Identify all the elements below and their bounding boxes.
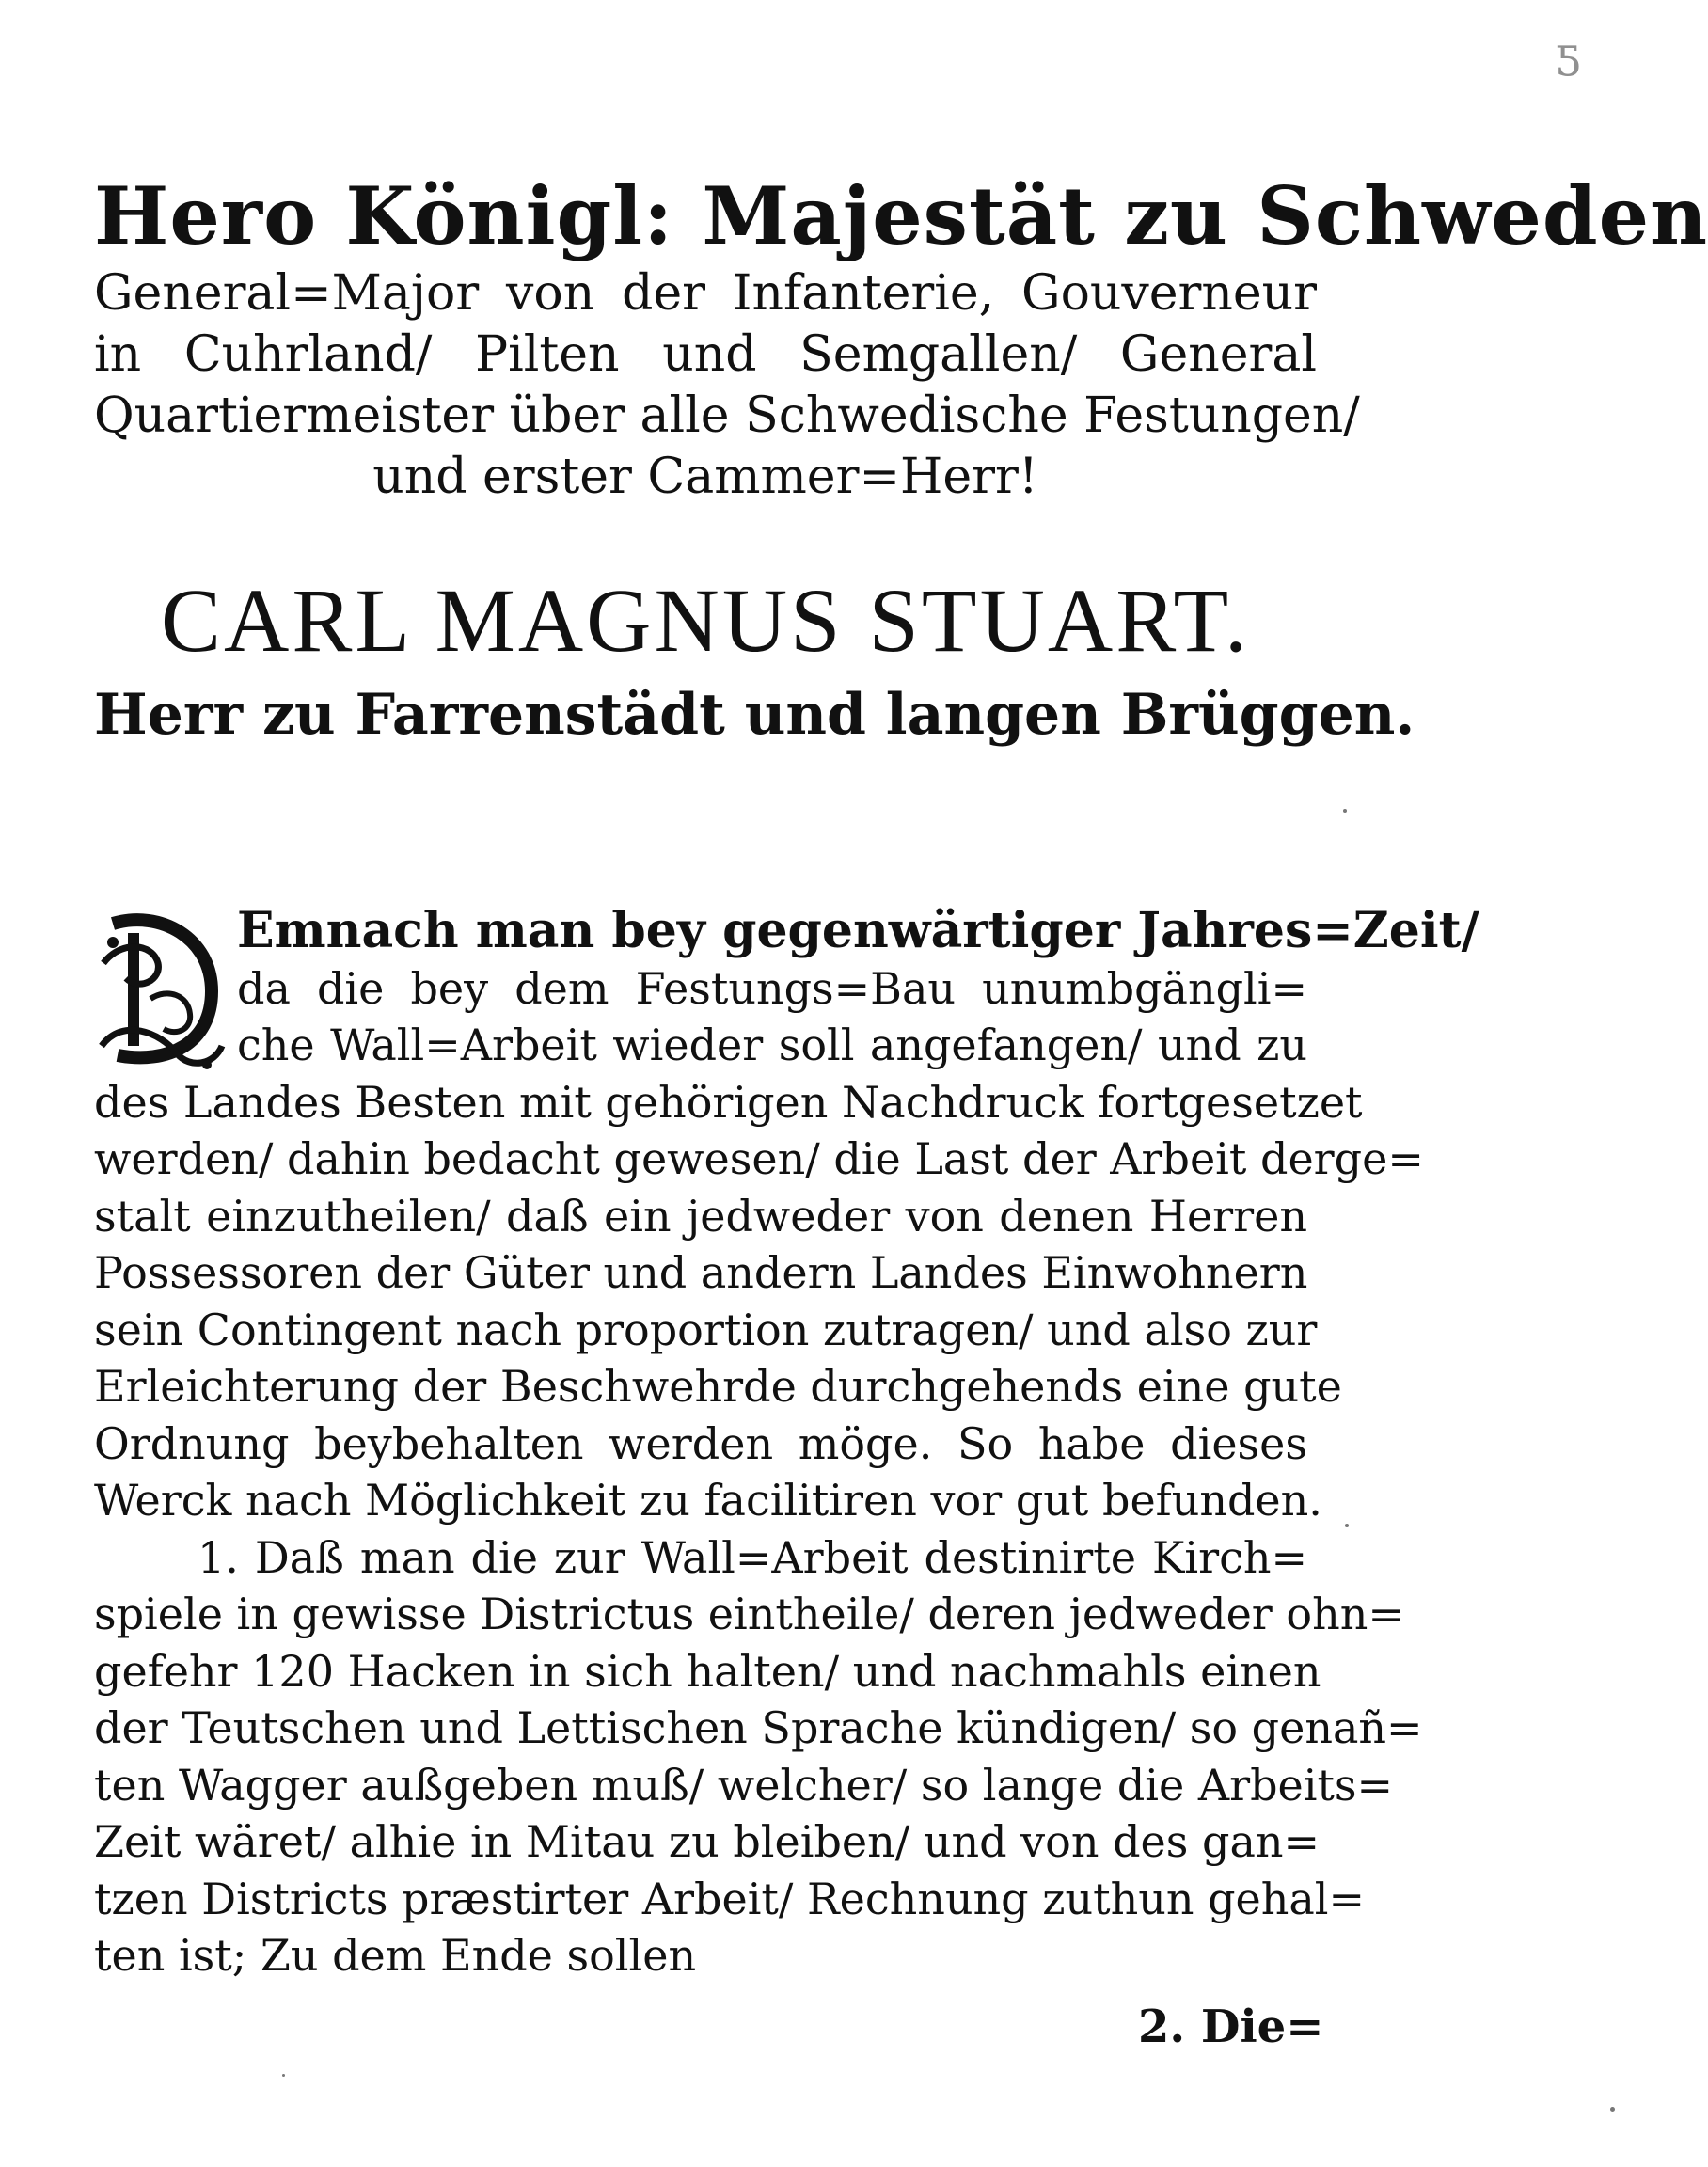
title-line-3: Quartiermeister über alle Schwedische Festungen/ [94,388,1360,444]
title-line-4: und erster Cammer=Herr! [372,449,1038,505]
person-name: CARL MAGNUS STUART. [161,570,1250,671]
name-block [94,564,1415,752]
title-line-1: General=Major von der Infanterie, Gouverneur [94,265,1317,322]
title-line-2: in Cuhrland/ Pilten und Semgallen/ General [94,326,1317,383]
title-heading: Hero Königl: Majestät zu Schweden [94,169,1708,262]
body-line: Erleichterung der Beschwehrde durchgehends eine gute [94,1361,1342,1412]
body-line: gefehr 120 Hacken in sich halten/ und nachmahls einen [94,1645,1321,1697]
body-line: der Teutschen und Lettischen Sprache kündigen/ so genañ= [94,1702,1423,1753]
lordship-line: Herr zu Farrenstädt und langen Brüggen. [94,682,1415,748]
body-line: Possessoren der Güter und andern Landes Einwohnern [94,1247,1308,1298]
body-line: Emnach man bey gegenwärtiger Jahres=Zeit/ [237,902,1479,959]
body-line: 1. Daß man die zur Wall=Arbeit destinirte Kirch= [198,1531,1307,1583]
scan-speck [282,2074,285,2077]
scan-speck [1343,809,1347,813]
body-line: spiele in gewisse Districtus eintheile/ deren jedweder ohn= [94,1589,1404,1639]
body-line: tzen Districts præstirter Arbeit/ Rechnung zuthun gehal= [94,1873,1366,1924]
body-line: da die bey dem Festungs=Bau unumbgängli= [237,962,1307,1014]
body-line: che Wall=Arbeit wieder soll angefangen/ und zu [237,1020,1307,1070]
body-line: stalt einzutheilen/ daß ein jedweder von denen Herren [94,1190,1307,1242]
body-line: Zeit wäret/ alhie in Mitau zu bleiben/ und von des gan= [94,1816,1321,1867]
body-line: Werck nach Möglichkeit zu facilitiren vor gut befunden. [94,1475,1322,1526]
scan-speck [1345,1524,1349,1527]
body-line: ten ist; Zu dem Ende sollen [94,1930,697,1981]
body-line: des Landes Besten mit gehörigen Nachdruck fortgesetzet [94,1076,1363,1128]
catchword: 2. Die= [1138,2001,1324,2053]
body-line: ten Wagger außgeben muß/ welcher/ so lange die Arbeits= [94,1759,1394,1811]
body-line: sein Contingent nach proportion zutragen/ und also zur [94,1304,1318,1355]
body-line: werden/ dahin bedacht gewesen/ die Last der Arbeit derge= [94,1133,1424,1184]
scan-speck [1610,2107,1615,2112]
title-block [94,169,1708,508]
body-text [94,902,1479,1985]
body-line: Ordnung beybehalten werden möge. So habe dieses [94,1417,1307,1469]
corner-mark: ƽ [1557,29,1580,77]
ornamental-initial-d [94,905,226,1072]
